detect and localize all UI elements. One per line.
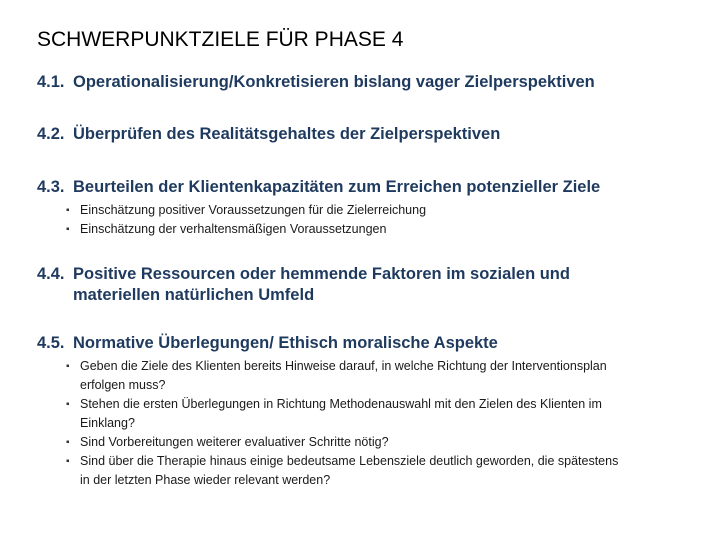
section-number: 4.1.: [37, 73, 65, 91]
section-number: 4.4.: [37, 265, 65, 283]
section-4-3: [37, 177, 687, 198]
bullet-item: ▪ Einschätzung positiver Voraussetzungen für die Zielerreichung: [66, 201, 696, 220]
section-4-5: [37, 333, 687, 354]
section-4-5-bullets: [66, 357, 696, 490]
section-text: Operationalisierung/Konkretisieren bislang vager Zielperspektiven: [73, 73, 595, 91]
section-text-line1: Positive Ressourcen oder hemmende Faktoren im sozialen und: [73, 265, 570, 283]
bullet-item: ▪ Einschätzung der verhaltensmäßigen Voraussetzungen: [66, 220, 696, 239]
section-number: 4.3.: [37, 178, 65, 196]
bullet-item: ▪ Sind Vorbereitungen weiterer evaluativer Schritte nötig?: [66, 433, 696, 452]
bullet-item: ▪ Geben die Ziele des Klienten bereits Hinweise darauf, in welche Richtung der Interventionsplan erfolgen muss?: [66, 357, 696, 395]
section-4-4: [37, 264, 687, 306]
bullet-item: ▪ Sind über die Therapie hinaus einige bedeutsame Lebensziele deutlich geworden, die spätestens in der letzten Phase wieder relevant werden?: [66, 452, 696, 490]
section-number: 4.5.: [37, 334, 65, 352]
section-text-line2: materiellen natürlichen Umfeld: [73, 286, 315, 304]
section-number: 4.2.: [37, 125, 65, 143]
section-4-1: [37, 72, 687, 93]
section-4-2: [37, 124, 687, 145]
section-4-3-bullets: [66, 201, 696, 239]
section-text: Überprüfen des Realitätsgehaltes der Zielperspektiven: [73, 125, 501, 143]
page-title: SCHWERPUNKTZIELE FÜR PHASE 4: [37, 28, 404, 51]
section-text: Beurteilen der Klientenkapazitäten zum Erreichen potenzieller Ziele: [73, 178, 601, 196]
section-text: Normative Überlegungen/ Ethisch moralische Aspekte: [73, 334, 498, 352]
bullet-item: ▪ Stehen die ersten Überlegungen in Richtung Methodenauswahl mit den Zielen des Klienten im Einklang?: [66, 395, 696, 433]
